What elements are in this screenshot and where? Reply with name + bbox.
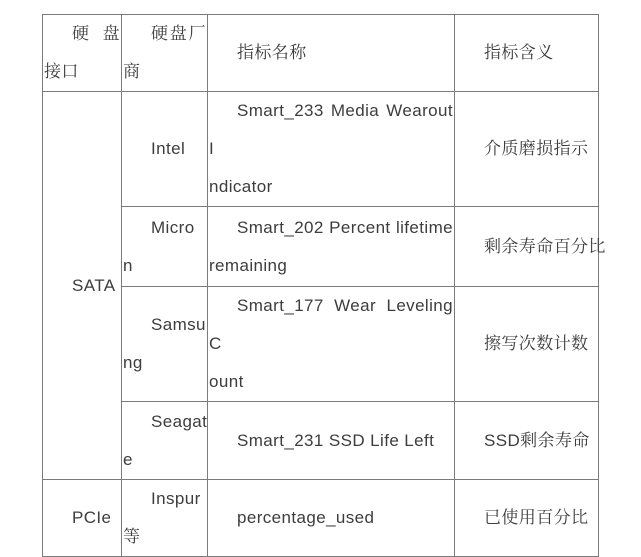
header-disk-vendor: 硬盘厂 商 — [122, 15, 208, 92]
cell-interface-pcie: PCIe — [43, 480, 122, 557]
table-row-seagate — [43, 402, 599, 480]
cell-meaning-smart202: 剩余寿命百分比 — [455, 207, 599, 287]
cell-vendor-seagate: Seagat e — [122, 402, 208, 480]
header-row — [43, 15, 599, 92]
cell-metric-percentage-used: percentage_used — [208, 480, 455, 557]
cell-metric-smart177: Smart_177 Wear Leveling C ount — [208, 287, 455, 402]
table-row-samsung — [43, 287, 599, 402]
cell-metric-smart202: Smart_202 Percent lifetime remaining — [208, 207, 455, 287]
cell-meaning-percentage-used: 已使用百分比 — [455, 480, 599, 557]
table-row-pcie — [43, 480, 599, 557]
header-metric-meaning: 指标含义 — [455, 15, 599, 92]
header-disk-interface: 硬 盘 接口 — [43, 15, 122, 92]
cell-meaning-smart177: 擦写次数计数 — [455, 287, 599, 402]
cell-vendor-intel: Intel — [122, 92, 208, 207]
table-row-intel — [43, 92, 599, 207]
ssd-wear-metrics-table — [42, 14, 606, 557]
cell-interface-sata: SATA — [43, 92, 122, 480]
cell-meaning-smart233: 介质磨损指示 — [455, 92, 599, 207]
cell-metric-smart233: Smart_233 Media Wearout I ndicator — [208, 92, 455, 207]
cell-metric-smart231: Smart_231 SSD Life Left — [208, 402, 455, 480]
cell-vendor-samsung: Samsu ng — [122, 287, 208, 402]
cell-meaning-smart231: SSD剩余寿命 — [455, 402, 599, 480]
table-row-micron — [43, 207, 599, 287]
cell-vendor-micron: Micro n — [122, 207, 208, 287]
header-metric-name: 指标名称 — [208, 15, 455, 92]
cell-vendor-inspur: Inspur 等 — [122, 480, 208, 557]
